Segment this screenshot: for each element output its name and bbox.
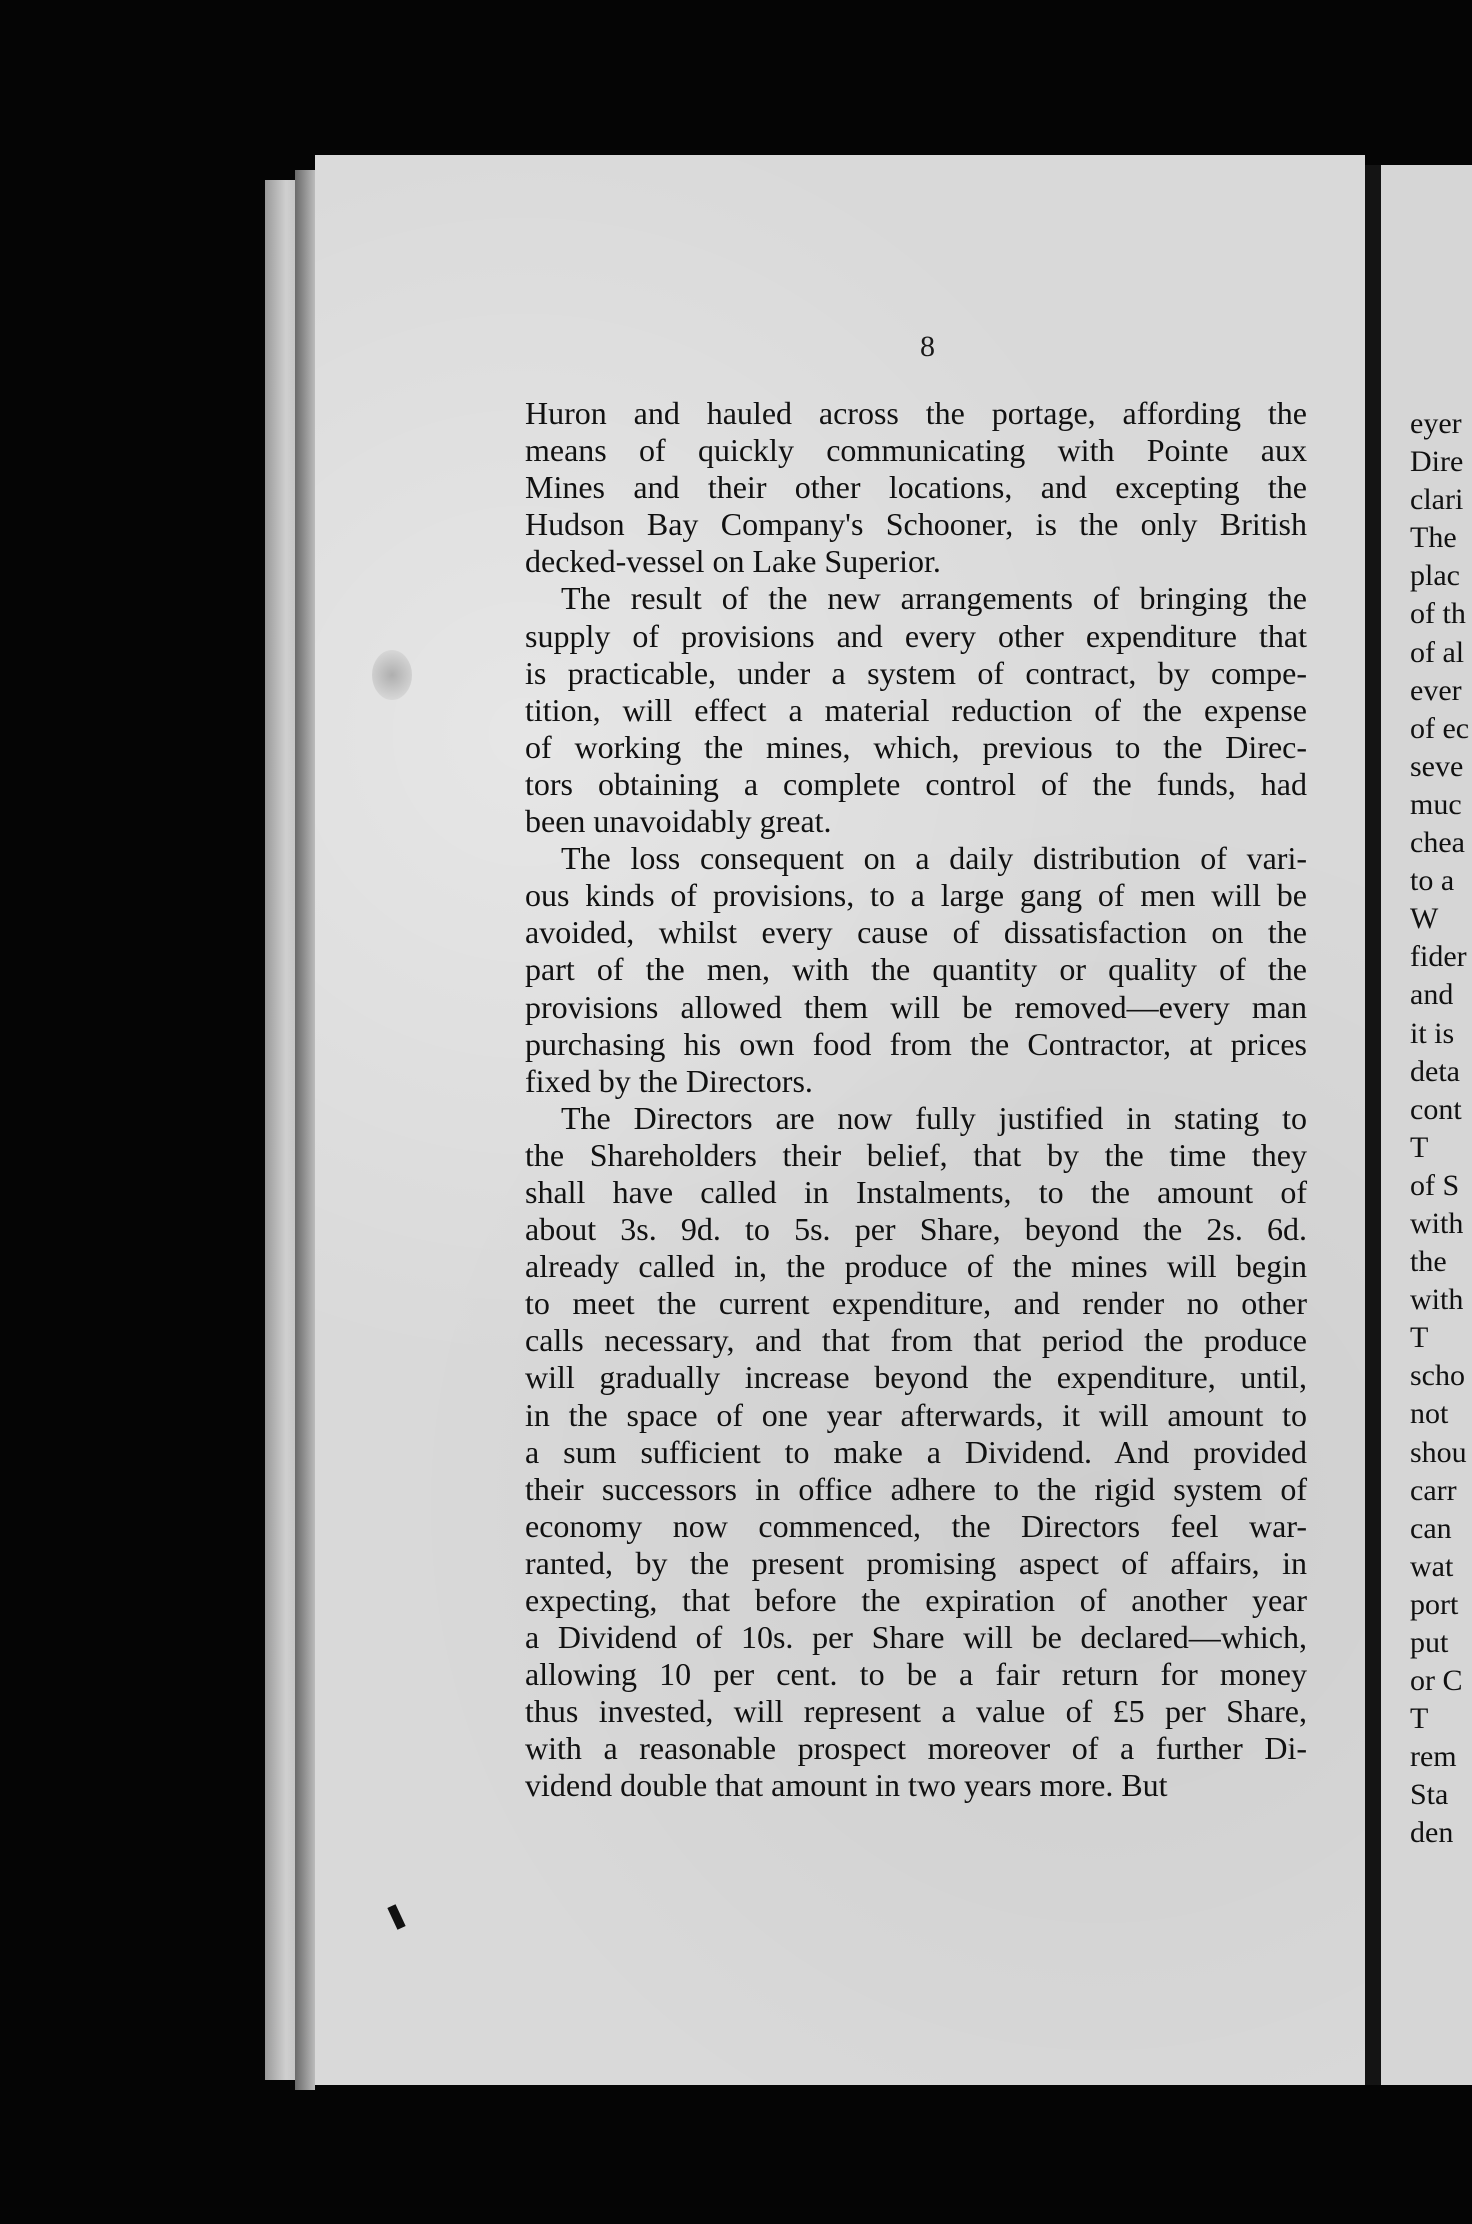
facing-page-fragment: den (1410, 1816, 1454, 1850)
facing-page-fragment: cont (1410, 1092, 1462, 1126)
facing-page-fragment: or C (1410, 1664, 1463, 1698)
facing-page-fragment: W (1410, 902, 1439, 936)
text-line: to meet the current expenditure, and render no other (525, 1285, 1307, 1322)
paragraph (525, 395, 1307, 580)
text-line: of working the mines, which, previous to the Direc- (525, 728, 1307, 765)
text-line: part of the men, with the quantity or quality of the (525, 951, 1307, 988)
text-line: their successors in office adhere to the rigid system of (525, 1470, 1307, 1507)
text-line: allowing 10 per cent. to be a fair return for money (525, 1656, 1307, 1693)
facing-page-fragment: fider (1410, 940, 1467, 974)
page-number: 8 (920, 330, 935, 363)
text-line: Huron and hauled across the portage, affording the (525, 395, 1307, 431)
text-line: The loss consequent on a daily distribution of vari- (561, 840, 1307, 877)
text-line: shall have called in Instalments, to the amount of (525, 1173, 1307, 1210)
facing-page-fragment: wat (1410, 1549, 1454, 1583)
facing-page-fragment: muc (1410, 787, 1462, 821)
facing-page-fragment: and (1410, 978, 1454, 1012)
facing-page-fragment: T (1410, 1321, 1429, 1355)
text-line: The Directors are now fully justified in stating to (561, 1099, 1307, 1136)
text-line: about 3s. 9d. to 5s. per Share, beyond the 2s. 6d. (525, 1211, 1307, 1248)
facing-page-fragment: of al (1410, 635, 1465, 669)
text-line: the Shareholders their belief, that by the time they (525, 1136, 1307, 1173)
facing-page-fragment: clari (1410, 483, 1464, 517)
facing-page-fragment: of S (1410, 1168, 1460, 1202)
text-line: means of quickly communicating with Pointe aux (525, 432, 1307, 469)
paper-stain (372, 650, 412, 700)
facing-page-fragment: plac (1410, 559, 1460, 593)
facing-page-fragment: with (1410, 1206, 1464, 1240)
text-line: provisions allowed them will be removed—every man (525, 988, 1307, 1025)
paragraph (525, 580, 1307, 840)
facing-page-fragment: put (1410, 1626, 1449, 1659)
facing-page-fragment: it is (1410, 1016, 1455, 1050)
text-line: is practicable, under a system of contract, by compe- (525, 654, 1307, 691)
facing-page-fragment: Dire (1410, 445, 1464, 479)
page-shadow (295, 170, 315, 2090)
facing-page-fragment: eyer (1410, 407, 1462, 440)
text-line: fixed by the Directors. (525, 1062, 813, 1099)
paragraph (525, 840, 1307, 1100)
text-line: The result of the new arrangements of bringing the (561, 580, 1307, 617)
text-line: Mines and their other locations, and excepting the (525, 469, 1307, 506)
facing-page-fragment: of th (1410, 597, 1466, 631)
facing-page-text (1410, 405, 1472, 1853)
text-line: expecting, that before the expiration of another year (525, 1582, 1307, 1618)
facing-page-fragment: rem (1410, 1740, 1457, 1774)
facing-page-fragment: shou (1410, 1435, 1467, 1469)
text-line: purchasing his own food from the Contractor, at prices (525, 1025, 1307, 1062)
facing-page-fragment: seve (1410, 749, 1464, 783)
text-line: ranted, by the present promising aspect of affairs, in (525, 1544, 1307, 1581)
facing-page-fragment: the (1410, 1245, 1447, 1279)
facing-page-fragment: carr (1410, 1473, 1457, 1507)
text-line: tors obtaining a complete control of the funds, had (525, 765, 1307, 802)
text-line: ous kinds of provisions, to a large gang of men will be (525, 877, 1307, 914)
text-line: with a reasonable prospect moreover of a further Di- (525, 1730, 1307, 1767)
text-line: calls necessary, and that from that period the produce (525, 1322, 1307, 1359)
text-line: a sum sufficient to make a Dividend. And provided (525, 1433, 1307, 1470)
text-line: already called in, the produce of the mines will begin (525, 1248, 1307, 1285)
facing-page-fragment: with (1410, 1283, 1464, 1317)
text-line: a Dividend of 10s. per Share will be declared—which, (525, 1619, 1307, 1656)
facing-page-fragment: T (1410, 1130, 1429, 1164)
text-line: supply of provisions and every other expenditure that (525, 617, 1307, 654)
text-line: been unavoidably great. (525, 803, 832, 840)
body-text (525, 395, 1307, 1805)
text-line: will gradually increase beyond the expenditure, until, (525, 1359, 1307, 1396)
facing-page-fragment: chea (1410, 826, 1465, 860)
paragraph (525, 1100, 1307, 1805)
facing-page-fragment: ever (1410, 673, 1462, 707)
text-line: economy now commenced, the Directors feel war- (525, 1507, 1307, 1544)
facing-page-fragment: deta (1410, 1054, 1460, 1088)
facing-page-fragment: to a (1410, 864, 1455, 898)
text-line: in the space of one year afterwards, it will amount to (525, 1396, 1307, 1433)
facing-page-fragment: of ec (1410, 711, 1470, 745)
text-line: avoided, whilst every cause of dissatisfaction on the (525, 914, 1307, 951)
facing-page-fragment: The (1410, 521, 1457, 555)
text-line: vidend double that amount in two years more. But (525, 1767, 1168, 1804)
text-line: decked-vessel on Lake Superior. (525, 543, 941, 580)
facing-page-fragment: can (1410, 1511, 1452, 1545)
text-line: thus invested, will represent a value of £5 per Share, (525, 1693, 1307, 1730)
text-line: tition, will effect a material reduction of the expense (525, 691, 1307, 728)
facing-page-fragment: Sta (1410, 1778, 1449, 1812)
book-gutter (1365, 165, 1381, 2085)
facing-page-fragment: scho (1410, 1359, 1465, 1393)
text-line: Hudson Bay Company's Schooner, is the only British (525, 506, 1307, 543)
facing-page-fragment: not (1410, 1397, 1449, 1431)
facing-page-fragment: T (1410, 1702, 1429, 1736)
facing-page-fragment: port (1410, 1587, 1459, 1621)
